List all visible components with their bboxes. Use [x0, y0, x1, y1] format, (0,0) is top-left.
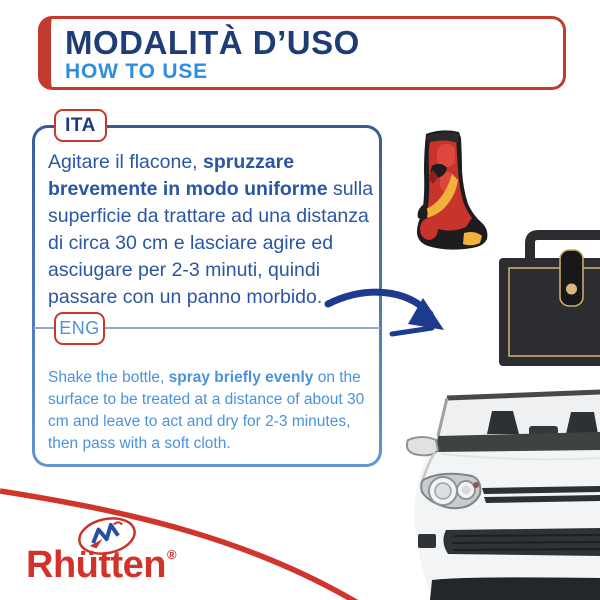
ita-tag-label: ITA [65, 114, 96, 136]
briefcase-illustration [494, 230, 600, 372]
registered-mark: ® [167, 547, 177, 562]
ita-text-pre: Agitare il flacone, [48, 151, 204, 173]
eng-tag-label: ENG [59, 318, 100, 338]
english-instructions [48, 367, 382, 455]
ita-language-tag [54, 109, 107, 142]
eng-text-pre: Shake the bottle, [48, 369, 169, 386]
ita-text-bold: spruzzare brevemente in modo uniforme [48, 151, 328, 200]
eng-text-post: on the surface to be treated at a distance of about 30 cm and leave to act and dry for 2-3 minutes, then pass with a soft cloth. [48, 369, 365, 452]
car-front-illustration [402, 384, 600, 600]
eng-text-bold: spray briefly evenly [168, 369, 314, 386]
ita-text-post: sulla superficie da trattare ad una distanza di circa 30 cm e lasciare agire ed asciugare per 2-3 minuti, quindi passare con un panno morbido. [48, 178, 374, 308]
eng-language-tag [54, 312, 105, 345]
page-subtitle: HOW TO USE [65, 60, 208, 83]
curved-arrow-icon [322, 278, 458, 350]
page-title: MODALITÀ D’USO [65, 24, 360, 61]
motorcycle-boot-illustration [412, 126, 494, 252]
brand-name: Rhütten [26, 544, 167, 586]
header-box [38, 16, 566, 90]
brand-wordmark [26, 544, 176, 587]
